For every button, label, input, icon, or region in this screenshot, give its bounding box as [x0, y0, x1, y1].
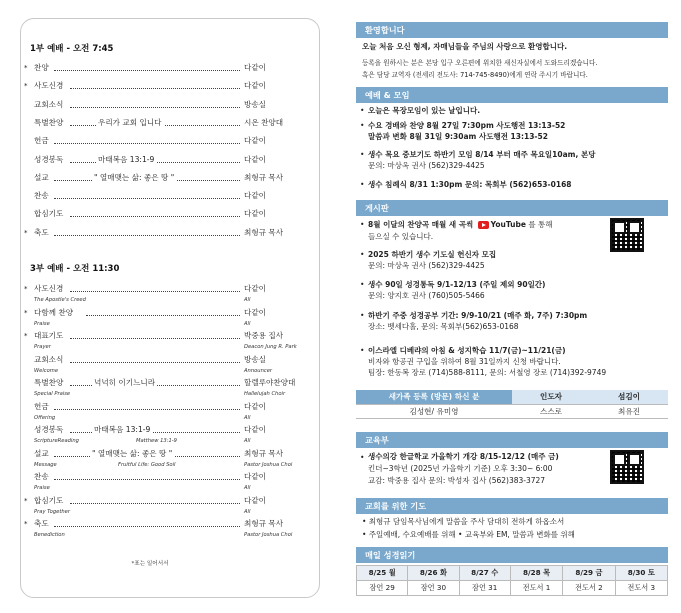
board-line: 2025 하반기 생수 기도실 헌신자 모집 — [368, 250, 497, 259]
board-line: 문의: 양지호 권사 (760)505-5466 — [368, 291, 485, 300]
youtube-icon — [478, 221, 489, 229]
reading-date: 8/30 토 — [615, 566, 667, 581]
standing-marker: * — [24, 332, 28, 340]
bullet-icon: • — [360, 311, 365, 320]
service-3-title: 3부 예배 - 오전 11:30 — [30, 264, 120, 274]
order-item-leader: 최형규 목사 — [244, 172, 284, 182]
board-line: 비자와 항공권 구입을 위하여 8월 31일까지 신청 바랍니다. — [368, 357, 561, 366]
order-row — [30, 99, 292, 111]
bullet-icon: • — [360, 220, 365, 229]
order-item-leader: 다같이 — [244, 209, 267, 219]
education-header: 교육부 — [356, 432, 668, 448]
reading-passage: 잠언 31 — [459, 581, 510, 596]
order-item-detail: " 열매맺는 삶: 좋은 땅 " — [94, 172, 175, 182]
dotted-leader — [54, 143, 240, 144]
order-row — [24, 62, 292, 74]
order-item-name: 사도신경 — [34, 284, 64, 293]
order-item-english: Prayer — [34, 344, 51, 350]
order-item-english-leader: Deacon Jung R. Park — [244, 344, 297, 350]
helper-name: 최유진 — [590, 404, 668, 418]
order-item-leader: 다같이 — [244, 284, 267, 293]
prayer-line-1: • 최형규 담임목사님에게 말씀을 주사 담대히 전하게 하옵소서 — [362, 517, 565, 526]
welcome-line-2: 등록을 원하시는 분은 본당 입구 오른편에 위치한 새신자실에서 도와드리겠습니다. — [362, 59, 598, 67]
bullet-icon: • — [360, 121, 365, 130]
board-line: 들으실 수 있습니다. — [368, 232, 434, 241]
order-row — [24, 80, 292, 92]
reading-passage: 잠언 30 — [408, 581, 459, 596]
standing-marker: * — [24, 228, 28, 237]
bullet-icon: • — [360, 346, 365, 355]
reading-passage: 전도서 3 — [615, 581, 667, 596]
order-row — [24, 227, 292, 239]
guide-name: 스스로 — [512, 404, 590, 418]
education-line-1: 생수의강 한글학교 가을학기 개강 8/15-12/12 (매주 금) — [368, 452, 559, 461]
order-item-name: 합심기도 — [34, 495, 64, 505]
order-item-name: 찬양 — [34, 63, 49, 72]
order-item-english: Offering — [34, 414, 56, 421]
dotted-leader — [70, 503, 240, 504]
standing-marker: * — [24, 520, 28, 528]
order-row — [30, 377, 296, 397]
dotted-leader — [54, 526, 240, 527]
reading-passage: 잠언 29 — [357, 581, 408, 596]
order-item-detail: 마태복음 13:1-9 — [98, 154, 155, 164]
order-row — [24, 283, 292, 303]
order-item-english-leader: All — [244, 297, 251, 303]
reading-date: 8/28 목 — [510, 566, 562, 581]
meeting-line: 생수 침례식 8/31 1:30pm 문의: 목회부 (562)653-0168 — [368, 180, 572, 189]
dotted-leader — [70, 216, 240, 217]
order-item-name: 축도 — [34, 227, 49, 237]
order-item-detail: " 열매맺는 삶: 좋은 땅 " — [92, 448, 173, 458]
reading-passage: 전도서 1 — [510, 581, 562, 596]
reading-header: 매일 성경읽기 — [356, 547, 668, 563]
welcome-header: 환영합니다 — [356, 22, 668, 38]
standing-marker: * — [24, 308, 28, 317]
dotted-leader — [54, 235, 240, 236]
order-item-leader: 다같이 — [244, 81, 267, 91]
order-item-name: 찬송 — [34, 191, 49, 201]
order-item-english-detail: Fruitful Life: Good Soil — [118, 461, 176, 468]
welcome-line-3: 혹은 담당 교역자 (전세리 전도사: 714-745-8490)에게 연락 주시기 바랍니다. — [362, 71, 588, 79]
order-item-detail: 마태복음 13:1-9 — [94, 425, 151, 434]
order-row — [30, 448, 293, 468]
order-item-name: 합심기도 — [34, 209, 64, 219]
standing-marker: * — [24, 496, 28, 505]
order-item-name: 헌금 — [34, 401, 49, 411]
order-row — [30, 190, 292, 202]
order-item-english: Praise — [34, 485, 50, 491]
bullet-icon: • — [360, 280, 365, 289]
qr-code-icon[interactable] — [610, 450, 644, 484]
order-item-detail: 우리가 교회 입니다 — [98, 117, 162, 127]
order-item-english-detail: Matthew 13:1-9 — [136, 438, 177, 444]
order-item-english-leader: Announcer — [244, 367, 273, 374]
order-row — [30, 172, 292, 184]
order-item-english-leader: All — [244, 508, 251, 515]
bullet-icon: • — [360, 150, 365, 159]
dotted-leader — [54, 479, 240, 480]
order-item-english: ScriptureReading — [34, 438, 79, 444]
meeting-line: 말씀과 변화 8월 31일 9:30am 사도행전 13:13-52 — [368, 132, 548, 141]
bullet-icon: • — [360, 180, 365, 189]
board-line — [368, 220, 552, 230]
meetings-header: 예배 & 모임 — [356, 87, 668, 103]
order-item-english-leader: All — [244, 414, 251, 421]
order-item-english-leader: All — [244, 485, 251, 491]
dotted-leader — [70, 362, 240, 363]
order-item-name: 축도 — [34, 519, 49, 528]
meeting-line: 오늘은 목장모임이 있는 날입니다. — [368, 106, 481, 115]
reading-date: 8/29 금 — [563, 566, 615, 581]
order-item-name: 교회소식 — [34, 354, 64, 364]
dotted-leader — [70, 88, 240, 89]
order-item-leader: 다같이 — [244, 154, 267, 164]
board-line: 이스라엘 디베랴의 아침 & 성지학습 11/7(금)~11/21(금) — [368, 346, 566, 355]
dotted-leader — [54, 409, 240, 410]
order-item-leader: 다같이 — [244, 63, 267, 72]
reading-passage: 전도서 2 — [563, 581, 615, 596]
order-item-leader: 다같이 — [244, 425, 267, 434]
guide-header: 인도자 — [512, 390, 590, 404]
reading-table — [356, 565, 668, 596]
order-item-english-leader: Hallelujah Choir — [244, 391, 286, 397]
order-item-leader: 시온 찬양대 — [244, 117, 284, 127]
order-item-english-leader: Pastor Joshua Choi — [244, 532, 293, 538]
board-line-lead: 8월 이달의 찬양곡 매월 새 곡씩 — [368, 220, 474, 229]
board-line-tail: 를 통해 — [528, 220, 553, 229]
welcome-line-1: 오늘 처음 오신 형제, 자매님들을 주님의 사랑으로 환영합니다. — [362, 42, 568, 51]
youtube-label: YouTube — [490, 220, 526, 229]
dotted-leader — [54, 198, 240, 199]
qr-code-icon[interactable] — [610, 218, 644, 252]
order-row — [30, 471, 292, 491]
dotted-leader — [70, 338, 240, 339]
order-item-leader: 최형규 목사 — [244, 227, 284, 237]
order-item-english: Benediction — [34, 532, 65, 538]
board-line: 생수 90일 성경통독 9/1-12/13 (주일 제외 90일간) — [368, 280, 546, 289]
standing-marker: * — [24, 64, 28, 72]
reading-date: 8/27 수 — [459, 566, 510, 581]
prayer-line-2: • 주일예배, 수요예배를 위해 • 교육부와 EM, 말씀과 변화를 위해 — [362, 530, 575, 539]
order-item-english: Message — [34, 461, 57, 468]
board-line: 문의: 마상옥 권사 (562)329-4425 — [368, 261, 485, 270]
prayer-header: 교회를 위한 기도 — [356, 498, 668, 514]
order-row — [24, 330, 297, 350]
order-item-leader: 방송실 — [244, 99, 267, 109]
order-item-name: 다함께 찬양 — [34, 307, 74, 317]
order-item-name: 성경봉독 — [34, 425, 64, 434]
education-line-2: 킨더~3학년 (2025년 가을학기 기준) 오후 3:30~ 6:00 — [368, 464, 553, 473]
order-item-english-leader: All — [244, 320, 251, 327]
board-line: 장소: 벳세다홀, 문의: 목회부(562)653-0168 — [368, 322, 519, 331]
bullet-icon: • — [360, 250, 365, 259]
board-line: 팀장: 한동복 장로 (714)588-8111, 문의: 서철영 장로 (714)392-9749 — [368, 368, 607, 377]
order-item-leader: 최형규 목사 — [244, 519, 284, 528]
order-item-leader: 박중용 집사 — [244, 331, 284, 340]
order-row — [24, 495, 292, 515]
order-item-english: The Apostle's Creed — [34, 297, 86, 303]
order-item-name: 설교 — [34, 172, 49, 182]
order-row — [24, 518, 293, 538]
order-item-english: Special Praise — [34, 391, 71, 397]
order-item-name: 설교 — [34, 448, 49, 458]
meeting-line: 생수 목요 중보기도 하반기 모임 8/14 부터 매주 목요일10am, 본당 — [368, 150, 596, 159]
dotted-leader — [70, 107, 240, 108]
reading-date: 8/26 화 — [408, 566, 459, 581]
order-item-name: 찬송 — [34, 472, 49, 481]
order-item-name: 대표기도 — [34, 331, 64, 340]
newcomer-table — [356, 390, 668, 419]
order-item-english: Welcome — [34, 367, 59, 374]
bullet-icon: • — [360, 106, 365, 115]
order-item-leader: 다같이 — [244, 472, 267, 481]
dotted-leader — [70, 291, 240, 292]
order-item-leader: 할렐루야찬양대 — [244, 378, 296, 387]
order-item-leader: 다같이 — [244, 191, 267, 201]
order-item-name: 특별찬양 — [34, 378, 64, 387]
order-row — [24, 307, 292, 327]
order-item-name: 헌금 — [34, 136, 49, 146]
order-row — [30, 354, 292, 374]
education-line-3: 교감: 박중용 집사 문의: 박성자 집사 (562)383-3727 — [368, 476, 546, 485]
order-row — [30, 154, 292, 166]
reading-date: 8/25 월 — [357, 566, 408, 581]
order-item-name: 교회소식 — [34, 99, 64, 109]
newcomer-header: 새가족 등록 (방문) 하신 분 — [356, 390, 512, 404]
order-row — [30, 117, 292, 129]
order-item-leader: 다같이 — [244, 495, 267, 505]
dotted-leader — [86, 315, 240, 316]
dotted-leader — [54, 70, 240, 71]
order-item-leader: 다같이 — [244, 307, 267, 317]
order-item-leader: 방송실 — [244, 354, 267, 364]
newcomer-names: 김성현/ 유미영 — [356, 404, 512, 418]
order-item-leader: 다같이 — [244, 401, 267, 411]
standing-footnote: *표는 일어서서 — [131, 561, 169, 567]
board-header: 게시판 — [356, 200, 668, 216]
order-item-detail: 넉넉히 이기느니라 — [94, 378, 156, 387]
order-item-name: 사도신경 — [34, 81, 64, 91]
order-item-name: 특별찬양 — [34, 117, 64, 127]
order-row — [30, 208, 292, 220]
order-item-english-leader: All — [244, 438, 251, 444]
order-item-leader: 최형규 목사 — [244, 448, 284, 458]
order-item-name: 성경봉독 — [34, 154, 64, 164]
order-row — [30, 135, 292, 147]
order-row — [30, 401, 292, 421]
order-row — [30, 424, 292, 444]
helper-header: 섬김이 — [590, 390, 668, 404]
service-1-title: 1부 예배 - 오전 7:45 — [30, 44, 114, 54]
standing-marker: * — [24, 285, 28, 293]
board-line: 하반기 주중 성경공부 기간: 9/9-10/21 (매주 화, 7주) 7:30pm — [368, 311, 588, 320]
order-item-english-leader: Pastor Joshua Choi — [244, 461, 293, 468]
order-item-english: Pray Together — [34, 508, 70, 515]
order-item-english: Praise — [34, 320, 50, 327]
meeting-line: 수요 경배와 찬양 8월 27일 7:30pm 사도행전 13:13-52 — [368, 121, 566, 130]
order-item-leader: 다같이 — [244, 136, 267, 146]
standing-marker: * — [24, 82, 28, 91]
bullet-icon: • — [360, 453, 365, 462]
meeting-line: 문의: 마상옥 권사 (562)329-4425 — [368, 161, 485, 170]
